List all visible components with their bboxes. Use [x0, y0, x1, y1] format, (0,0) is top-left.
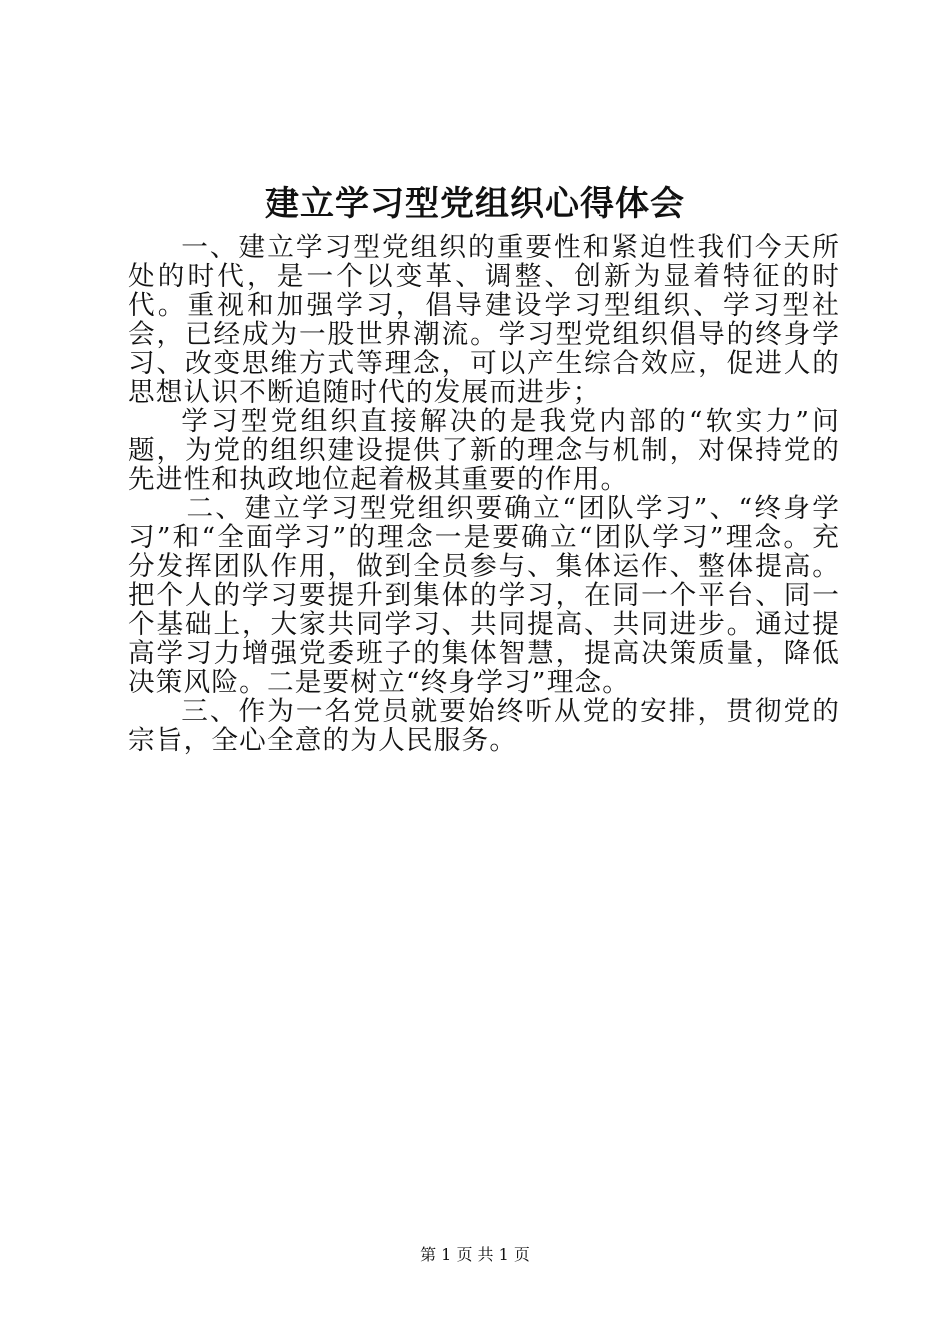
paragraph-3: 二、建立学习型党组织要确立“团队学习”、“终身学习”和“全面学习”的理念一是要确立“团队学习”理念。充分发挥团队作用，做到全员参与、集体运作、整体提高。把个人的学习要提升到集体的学习，在同一个平台、同一个基础上，大家共同学习、共同提高、共同进步。通过提高学习力增强党委班子的集体智慧，提高决策质量，降低决策风险。二是要树立“终身学习”理念。: [128, 493, 840, 698]
document-body: [128, 233, 840, 755]
document-title: 建立学习型党组织心得体会: [265, 184, 685, 224]
paragraph-2: 学习型党组织直接解决的是我党内部的“软实力”问题，为党的组织建设提供了新的理念与机制，对保持党的先进性和执政地位起着极其重要的作用。: [128, 406, 840, 495]
paragraph-4: 三、作为一名党员就要始终听从党的安排，贯彻党的宗旨，全心全意的为人民服务。: [128, 696, 840, 756]
page-footer: 第 1 页 共 1 页: [420, 1245, 530, 1264]
paragraph-1: 一、建立学习型党组织的重要性和紧迫性我们今天所处的时代，是一个以变革、调整、创新为显着特征的时代。重视和加强学习，倡导建设学习型组织、学习型社会，已经成为一股世界潮流。学习型党组织倡导的终身学习、改变思维方式等理念，可以产生综合效应，促进人的思想认识不断追随时代的发展而进步；: [128, 232, 840, 408]
